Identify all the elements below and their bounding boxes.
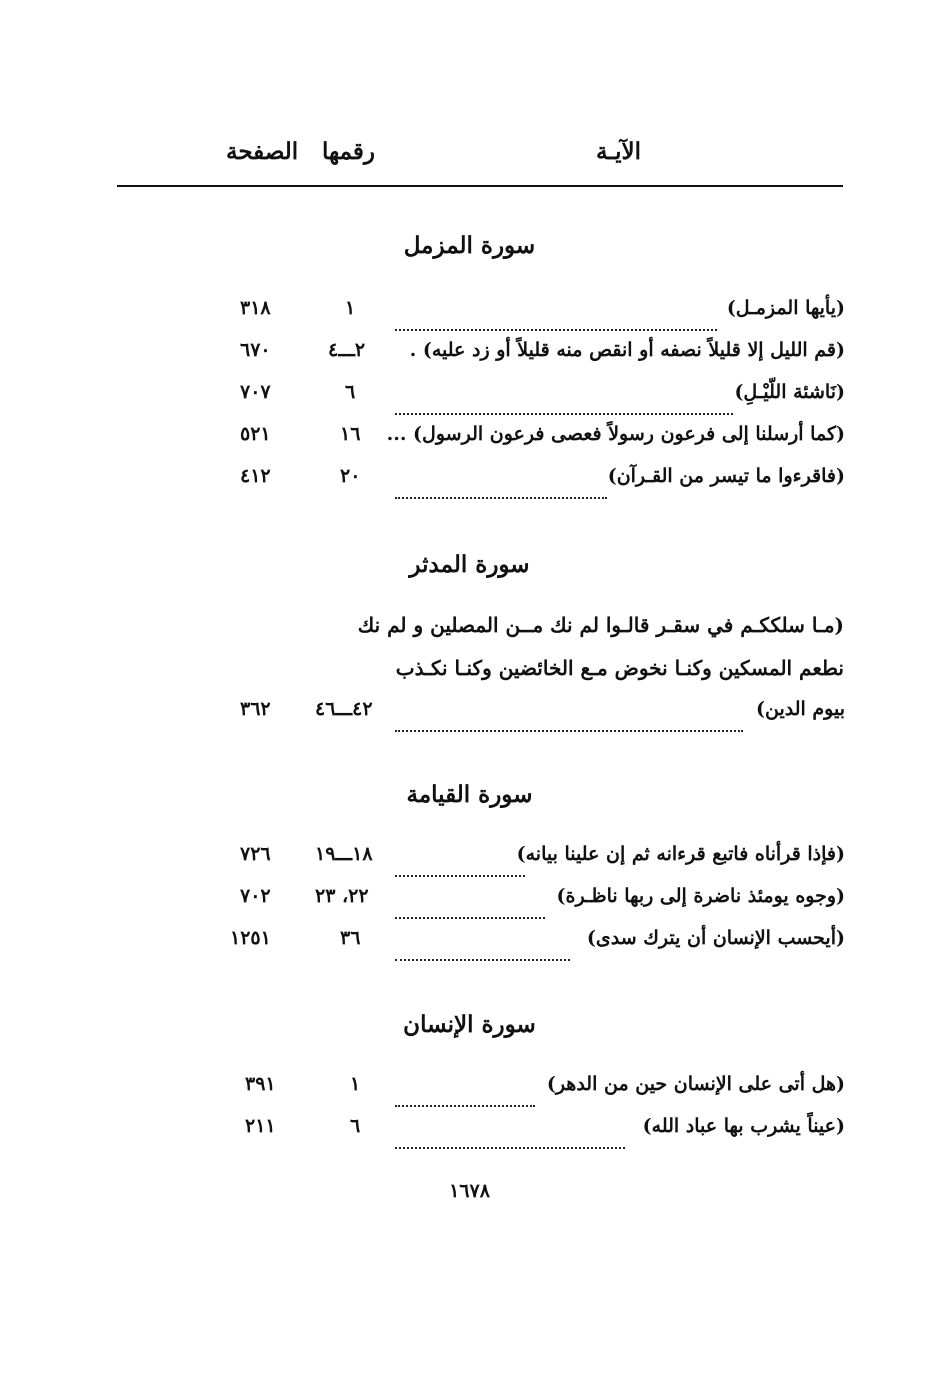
index-row [200, 381, 845, 417]
page-number: ٧٠٧ [240, 381, 271, 403]
verse-text-line: (مـا سلككـم في سقـر قالـوا لم نك مــن المصلين و لم نك [357, 613, 844, 637]
page-number: ٧٢٦ [240, 843, 271, 865]
page-number: ٥٢١ [240, 423, 271, 445]
section-title: سورة المزمل [403, 232, 536, 259]
verse-text: (هل أتى على الإنسان حين من الدهر) [546, 1073, 845, 1095]
page-number: ٢١١ [245, 1115, 276, 1137]
page-number: ٣١٨ [240, 297, 271, 319]
verse-number: ٤٢ـــ٤٦ [315, 698, 373, 720]
verse-number: ٢ـــ٤ [328, 339, 366, 361]
leader-dots [395, 297, 717, 331]
leader-dots [395, 1115, 625, 1149]
index-row [200, 927, 845, 963]
verse-text: (عيناً يشرب بها عباد الله) [642, 1115, 845, 1137]
page-number: ٧٠٢ [240, 885, 271, 907]
verse-text: بيوم الدين) [756, 698, 845, 720]
page-number: ١٢٥١ [230, 927, 271, 949]
column-header-verse: الآيـة [596, 138, 641, 165]
verse-text: (وجوه يومئذ ناضرة إلى ربها ناظـرة) [556, 885, 845, 907]
verse-text: (قم الليل إلا قليلاً نصفه أو انقص منه قليلاً أو زد عليه) . [409, 339, 845, 361]
verse-number: ٦ [345, 381, 356, 403]
column-header-page: الصفحة [226, 138, 299, 165]
section-title: سورة الإنسان [403, 1011, 536, 1038]
header-rule [117, 185, 843, 187]
verse-text: (نَاشئة اللّيْـلِ) [734, 381, 845, 403]
verse-number: ٣٦ [340, 927, 361, 949]
leader-dots [395, 381, 733, 415]
leader-dots [395, 843, 525, 877]
index-row [200, 698, 845, 734]
footer-page-number: ١٦٧٨ [449, 1180, 490, 1202]
index-row [200, 1073, 845, 1109]
verse-number: ١ [345, 297, 356, 319]
verse-text: (كما أرسلنا إلى فرعون رسولاً فعصى فرعون الرسول) ... [386, 423, 845, 445]
section-title: سورة القيامة [406, 781, 533, 808]
verse-text-line: نطعم المسكين وكنـا نخوض مـع الخائضين وكنـا نكـذب [395, 656, 844, 680]
verse-number: ٢٠ [340, 465, 361, 487]
page-number: ٣٦٢ [240, 698, 271, 720]
leader-dots [395, 1073, 535, 1107]
section-title: سورة المدثر [409, 551, 530, 578]
page-number: ٦٧٠ [240, 339, 271, 361]
verse-number: ٦ [350, 1115, 361, 1137]
verse-number: ١٦ [340, 423, 361, 445]
index-row [200, 465, 845, 501]
verse-number: ١ [350, 1073, 361, 1095]
verse-number: ٢٢، ٢٣ [315, 885, 369, 907]
index-row [200, 885, 845, 921]
verse-text: (فإذا قرأناه فاتبع قرءانه ثم إن علينا بيانه) [516, 843, 845, 865]
leader-dots [395, 885, 545, 919]
index-row [200, 423, 845, 459]
page-number: ٤١٢ [240, 465, 271, 487]
page-number: ٣٩١ [245, 1073, 276, 1095]
index-row [200, 843, 845, 879]
verse-text: (فاقرءوا ما تيسر من القـرآن) [607, 465, 845, 487]
index-row [200, 297, 845, 333]
leader-dots [395, 698, 743, 732]
index-row [200, 1115, 845, 1151]
verse-text: (أيحسب الإنسان أن يترك سدى) [586, 927, 845, 949]
index-row [200, 339, 845, 375]
verse-number: ١٨ـــ١٩ [315, 843, 373, 865]
column-header-number: رقمها [322, 138, 376, 165]
verse-text: (يأيها المزمـل) [726, 297, 845, 319]
leader-dots [395, 465, 607, 499]
leader-dots [395, 927, 570, 961]
